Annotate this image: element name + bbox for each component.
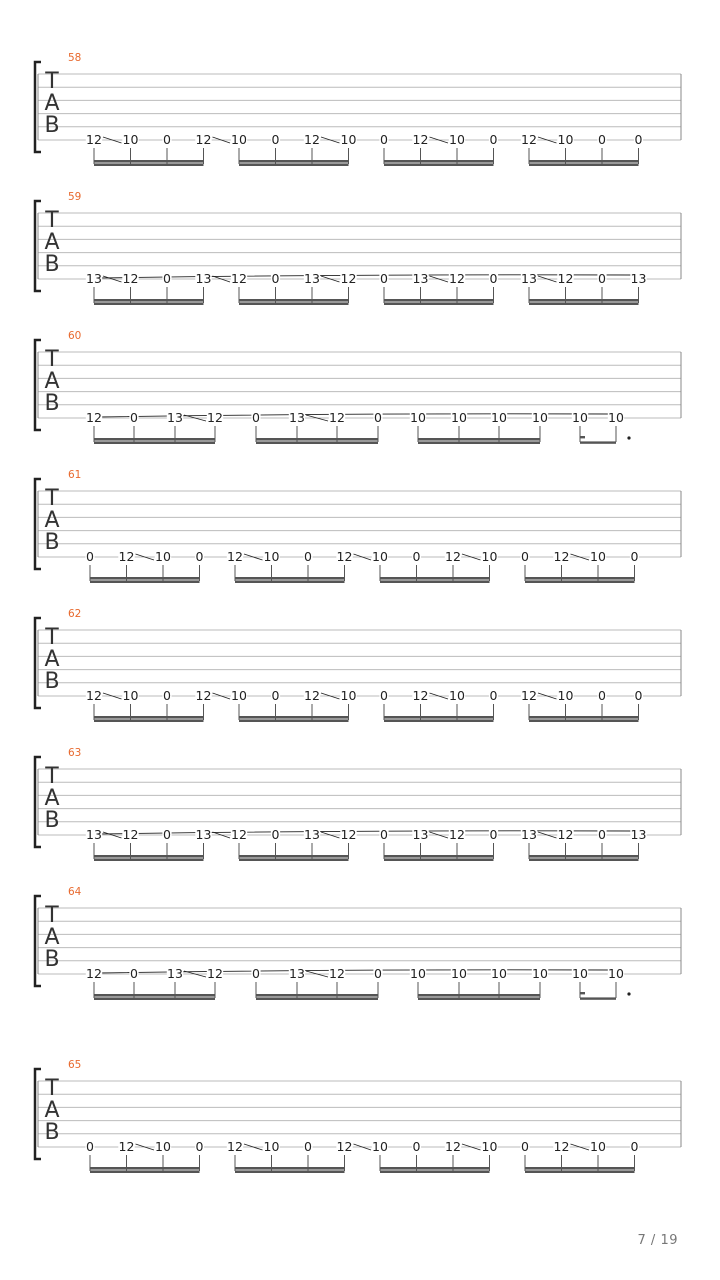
fret-number: 0 bbox=[374, 966, 382, 981]
beam bbox=[239, 163, 349, 166]
beam bbox=[380, 1167, 490, 1170]
fret-number: 10 bbox=[122, 132, 139, 147]
fret-number: 0 bbox=[271, 271, 280, 286]
tab-clef-letter: A bbox=[44, 508, 60, 533]
fret-number: 0 bbox=[598, 132, 606, 147]
fret-number: 12 bbox=[340, 827, 357, 842]
tab-clef-letter: T bbox=[45, 69, 59, 94]
tab-clef-letter: A bbox=[44, 230, 60, 255]
fret-number: 13 bbox=[521, 827, 537, 842]
fret-number: 12 bbox=[231, 271, 247, 286]
fret-number: 0 bbox=[163, 827, 171, 842]
fret-number: 0 bbox=[634, 688, 643, 703]
tab-system bbox=[35, 469, 681, 583]
page-indicator: 7 / 19 bbox=[637, 1233, 678, 1248]
fret-number: 10 bbox=[481, 1139, 498, 1154]
fret-number: 0 bbox=[252, 410, 260, 425]
fret-number: 0 bbox=[489, 688, 498, 703]
fret-number: 10 bbox=[451, 966, 467, 981]
fret-number: 12 bbox=[412, 688, 429, 703]
fret-number: 13 bbox=[195, 827, 212, 842]
beam bbox=[418, 438, 540, 441]
fret-number: 10 bbox=[532, 966, 548, 981]
beam bbox=[94, 160, 204, 163]
fret-number: 13 bbox=[412, 271, 429, 286]
fret-number: 10 bbox=[340, 132, 357, 147]
fret-number: 10 bbox=[340, 688, 357, 703]
fret-number: 10 bbox=[231, 132, 247, 147]
fret-number: 0 bbox=[271, 827, 280, 842]
fret-number: 13 bbox=[86, 271, 102, 286]
fret-number: 12 bbox=[449, 827, 465, 842]
beam bbox=[418, 441, 540, 444]
tab-system bbox=[35, 52, 681, 166]
beam bbox=[239, 855, 349, 858]
fret-number: 12 bbox=[118, 1139, 135, 1154]
fret-number: 12 bbox=[329, 410, 345, 425]
tab-clef-letter: T bbox=[45, 208, 59, 233]
tab-clef-letter: A bbox=[44, 369, 60, 394]
fret-number: 12 bbox=[231, 827, 247, 842]
beam bbox=[380, 577, 490, 580]
fret-number: 0 bbox=[412, 549, 421, 564]
fret-number: 12 bbox=[557, 271, 574, 286]
fret-number: 10 bbox=[608, 966, 624, 981]
tab-clef-letter: B bbox=[44, 1120, 60, 1145]
fret-number: 10 bbox=[590, 1139, 606, 1154]
beam bbox=[239, 716, 349, 719]
fret-number: 12 bbox=[329, 966, 345, 981]
fret-number: 10 bbox=[491, 410, 507, 425]
fret-number: 0 bbox=[598, 688, 606, 703]
beam bbox=[525, 580, 635, 583]
beam bbox=[580, 441, 616, 443]
fret-number: 0 bbox=[380, 132, 388, 147]
tab-clef-letter: B bbox=[44, 113, 60, 138]
beam bbox=[384, 302, 494, 305]
beam bbox=[525, 577, 635, 580]
fret-number: 0 bbox=[630, 549, 639, 564]
fret-number: 10 bbox=[557, 688, 574, 703]
measure-number: 65 bbox=[68, 1059, 82, 1071]
fret-number: 10 bbox=[449, 132, 465, 147]
dot bbox=[627, 436, 630, 439]
beam bbox=[94, 438, 215, 441]
tab-system bbox=[35, 608, 681, 722]
fret-number: 12 bbox=[86, 132, 102, 147]
tie-curve bbox=[96, 275, 637, 278]
fret-number: 0 bbox=[630, 1139, 639, 1154]
beam bbox=[94, 441, 215, 444]
fret-number: 12 bbox=[304, 688, 320, 703]
fret-number: 12 bbox=[521, 132, 537, 147]
fret-number: 13 bbox=[289, 966, 305, 981]
beam bbox=[529, 719, 639, 722]
tie-curve bbox=[96, 831, 637, 834]
fret-number: 0 bbox=[271, 132, 280, 147]
fret-number: 13 bbox=[195, 271, 212, 286]
tab-clef-letter: A bbox=[44, 786, 60, 811]
beam bbox=[239, 858, 349, 861]
beam bbox=[384, 719, 494, 722]
fret-number: 12 bbox=[304, 132, 320, 147]
beam-stub bbox=[580, 992, 585, 994]
fret-number: 0 bbox=[489, 132, 498, 147]
fret-number: 12 bbox=[336, 1139, 353, 1154]
beam bbox=[256, 994, 378, 997]
fret-number: 13 bbox=[289, 410, 305, 425]
beam bbox=[90, 577, 200, 580]
fret-number: 10 bbox=[608, 410, 624, 425]
measure-number: 64 bbox=[68, 886, 82, 898]
fret-number: 12 bbox=[195, 132, 212, 147]
beam bbox=[90, 580, 200, 583]
fret-number: 12 bbox=[445, 1139, 461, 1154]
fret-number: 12 bbox=[86, 966, 102, 981]
tab-clef-letter: B bbox=[44, 808, 60, 833]
measure-number: 60 bbox=[68, 330, 82, 342]
beam bbox=[384, 716, 494, 719]
fret-number: 10 bbox=[410, 966, 426, 981]
fret-number: 10 bbox=[122, 688, 139, 703]
fret-number: 12 bbox=[340, 271, 357, 286]
fret-number: 0 bbox=[163, 688, 171, 703]
measure-number: 59 bbox=[68, 191, 82, 203]
fret-number: 12 bbox=[207, 410, 223, 425]
measure-number: 58 bbox=[68, 52, 82, 64]
beam bbox=[94, 299, 204, 302]
tab-clef-letter: T bbox=[45, 903, 59, 928]
beam bbox=[256, 441, 378, 444]
tab-clef-letter: B bbox=[44, 947, 60, 972]
beam bbox=[235, 1167, 345, 1170]
fret-number: 13 bbox=[304, 827, 320, 842]
tab-system bbox=[35, 886, 681, 1000]
fret-number: 12 bbox=[207, 966, 223, 981]
beam bbox=[529, 855, 639, 858]
fret-number: 12 bbox=[122, 271, 139, 286]
beam bbox=[384, 858, 494, 861]
fret-number: 0 bbox=[195, 549, 204, 564]
fret-number: 13 bbox=[167, 966, 183, 981]
tab-clef-letter: A bbox=[44, 1098, 60, 1123]
fret-number: 10 bbox=[263, 549, 280, 564]
beam bbox=[90, 1167, 200, 1170]
fret-number: 0 bbox=[163, 132, 171, 147]
fret-number: 12 bbox=[227, 1139, 243, 1154]
beam bbox=[235, 1170, 345, 1173]
tab-system bbox=[35, 747, 681, 861]
fret-number: 10 bbox=[372, 549, 388, 564]
fret-number: 0 bbox=[195, 1139, 204, 1154]
beam bbox=[418, 997, 540, 1000]
fret-number: 10 bbox=[557, 132, 574, 147]
fret-number: 0 bbox=[86, 549, 94, 564]
fret-number: 10 bbox=[481, 549, 498, 564]
beam bbox=[380, 580, 490, 583]
fret-number: 0 bbox=[271, 688, 280, 703]
beam bbox=[94, 855, 204, 858]
fret-number: 12 bbox=[557, 827, 574, 842]
beam bbox=[239, 719, 349, 722]
tab-clef-letter: A bbox=[44, 647, 60, 672]
beam bbox=[94, 716, 204, 719]
beam bbox=[90, 1170, 200, 1173]
beam bbox=[235, 577, 345, 580]
tab-clef-letter: T bbox=[45, 486, 59, 511]
fret-number: 13 bbox=[304, 271, 320, 286]
beam-stub bbox=[580, 436, 585, 438]
tab-clef-letter: T bbox=[45, 625, 59, 650]
beam bbox=[525, 1167, 635, 1170]
fret-number: 0 bbox=[304, 549, 312, 564]
fret-number: 12 bbox=[449, 271, 465, 286]
fret-number: 12 bbox=[118, 549, 135, 564]
beam bbox=[94, 302, 204, 305]
beam bbox=[235, 580, 345, 583]
tab-system bbox=[35, 191, 681, 305]
beam bbox=[239, 160, 349, 163]
beam bbox=[94, 858, 204, 861]
fret-number: 10 bbox=[532, 410, 548, 425]
fret-number: 0 bbox=[489, 271, 498, 286]
fret-number: 13 bbox=[521, 271, 537, 286]
fret-number: 13 bbox=[630, 827, 647, 842]
fret-number: 13 bbox=[412, 827, 429, 842]
beam bbox=[384, 163, 494, 166]
fret-number: 12 bbox=[227, 549, 243, 564]
beam bbox=[256, 438, 378, 441]
fret-number: 12 bbox=[521, 688, 537, 703]
fret-number: 0 bbox=[598, 827, 606, 842]
fret-number: 0 bbox=[380, 827, 388, 842]
beam bbox=[380, 1170, 490, 1173]
tab-clef-letter: B bbox=[44, 391, 60, 416]
fret-number: 12 bbox=[86, 688, 102, 703]
fret-number: 0 bbox=[304, 1139, 312, 1154]
tab-clef-letter: A bbox=[44, 91, 60, 116]
fret-number: 12 bbox=[445, 549, 461, 564]
fret-number: 10 bbox=[572, 966, 588, 981]
beam bbox=[384, 160, 494, 163]
fret-number: 10 bbox=[410, 410, 426, 425]
fret-number: 0 bbox=[163, 271, 171, 286]
beam bbox=[529, 858, 639, 861]
fret-number: 0 bbox=[380, 688, 388, 703]
tab-clef-letter: T bbox=[45, 347, 59, 372]
tab-system bbox=[35, 330, 681, 444]
beam bbox=[418, 994, 540, 997]
beam bbox=[384, 855, 494, 858]
fret-number: 0 bbox=[634, 132, 643, 147]
fret-number: 12 bbox=[553, 1139, 570, 1154]
fret-number: 12 bbox=[86, 410, 102, 425]
fret-number: 10 bbox=[155, 1139, 171, 1154]
fret-number: 0 bbox=[598, 271, 606, 286]
fret-number: 12 bbox=[336, 549, 353, 564]
beam bbox=[94, 719, 204, 722]
fret-number: 10 bbox=[451, 410, 467, 425]
fret-number: 0 bbox=[86, 1139, 94, 1154]
fret-number: 12 bbox=[122, 827, 139, 842]
fret-number: 13 bbox=[86, 827, 102, 842]
fret-number: 12 bbox=[412, 132, 429, 147]
beam bbox=[529, 716, 639, 719]
fret-number: 10 bbox=[572, 410, 588, 425]
fret-number: 10 bbox=[372, 1139, 388, 1154]
dot bbox=[627, 992, 630, 995]
beam bbox=[94, 997, 215, 1000]
tab-clef-letter: A bbox=[44, 925, 60, 950]
tab-clef-letter: T bbox=[45, 764, 59, 789]
fret-number: 12 bbox=[553, 549, 570, 564]
beam bbox=[256, 997, 378, 1000]
fret-number: 0 bbox=[521, 549, 529, 564]
beam bbox=[94, 163, 204, 166]
fret-number: 10 bbox=[491, 966, 507, 981]
fret-number: 0 bbox=[130, 410, 138, 425]
tab-clef-letter: B bbox=[44, 669, 60, 694]
beam bbox=[239, 302, 349, 305]
tab-clef-letter: T bbox=[45, 1076, 59, 1101]
tab-system bbox=[35, 1059, 681, 1173]
tab-clef-letter: B bbox=[44, 530, 60, 555]
beam bbox=[529, 160, 639, 163]
fret-number: 0 bbox=[380, 271, 388, 286]
fret-number: 0 bbox=[374, 410, 382, 425]
fret-number: 0 bbox=[489, 827, 498, 842]
beam bbox=[525, 1170, 635, 1173]
fret-number: 10 bbox=[449, 688, 465, 703]
fret-number: 10 bbox=[590, 549, 606, 564]
beam bbox=[529, 163, 639, 166]
fret-number: 10 bbox=[263, 1139, 280, 1154]
beam bbox=[384, 299, 494, 302]
fret-number: 0 bbox=[521, 1139, 529, 1154]
fret-number: 0 bbox=[412, 1139, 421, 1154]
fret-number: 13 bbox=[167, 410, 183, 425]
beam bbox=[529, 299, 639, 302]
measure-number: 61 bbox=[68, 469, 82, 481]
fret-number: 0 bbox=[252, 966, 260, 981]
beam bbox=[239, 299, 349, 302]
fret-number: 10 bbox=[231, 688, 247, 703]
beam bbox=[94, 994, 215, 997]
fret-number: 12 bbox=[195, 688, 212, 703]
beam bbox=[529, 302, 639, 305]
beam bbox=[580, 997, 616, 999]
fret-number: 13 bbox=[630, 271, 647, 286]
fret-number: 0 bbox=[130, 966, 138, 981]
measure-number: 62 bbox=[68, 608, 82, 620]
measure-number: 63 bbox=[68, 747, 82, 759]
fret-number: 10 bbox=[155, 549, 171, 564]
tab-clef-letter: B bbox=[44, 252, 60, 277]
